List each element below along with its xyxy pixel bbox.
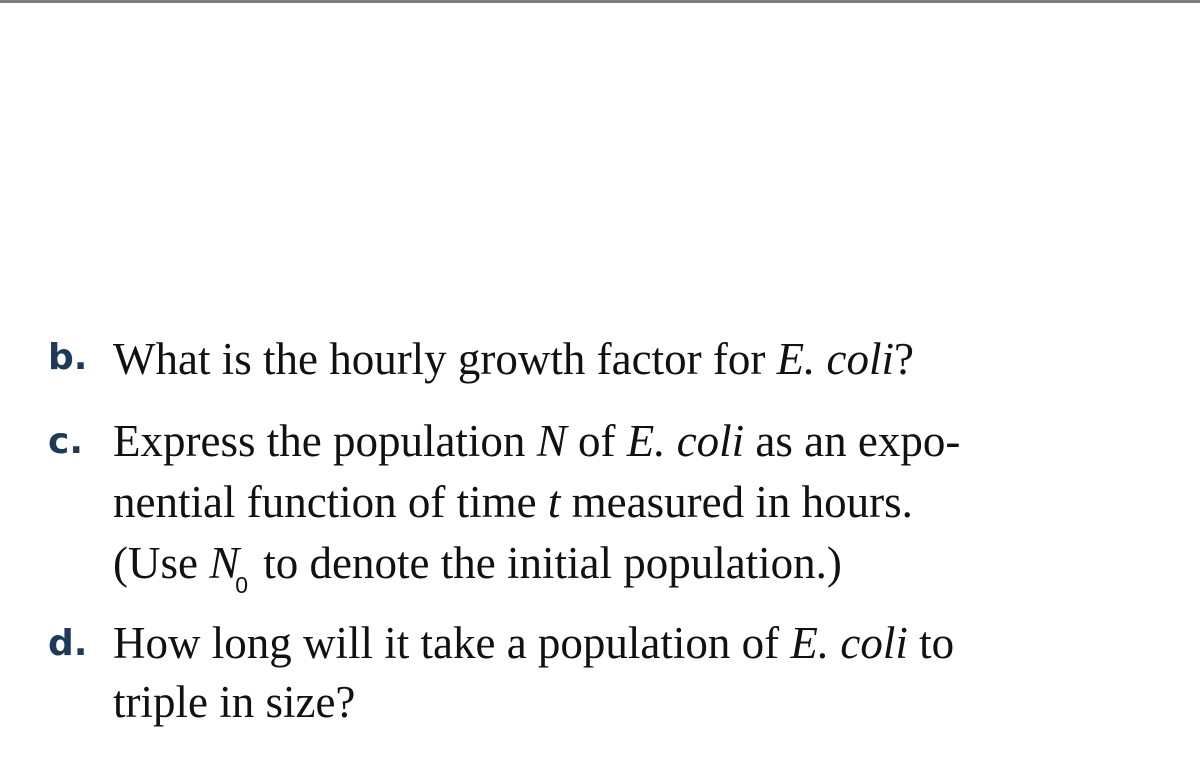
question-c-line-2: nential function of time t measured in hours. xyxy=(113,477,913,527)
question-d-line-1: How long will it take a population of E. coli to xyxy=(113,618,955,668)
question-d-line-2: triple in size? xyxy=(113,677,356,727)
question-d-letter: d. xyxy=(48,623,88,664)
question-c-line-3: (Use $N_0$ to denote the initial population.) xyxy=(113,538,842,598)
question-b-letter: b. xyxy=(48,337,88,378)
question-b-text: What is the hourly growth factor for E. coli? xyxy=(113,334,915,384)
question-c-letter: c. xyxy=(48,421,84,462)
question-c-line-1: Express the population N of E. coli as an expo- xyxy=(113,416,961,466)
subscript-zero: 0 xyxy=(235,572,249,598)
top-divider xyxy=(0,0,1200,3)
